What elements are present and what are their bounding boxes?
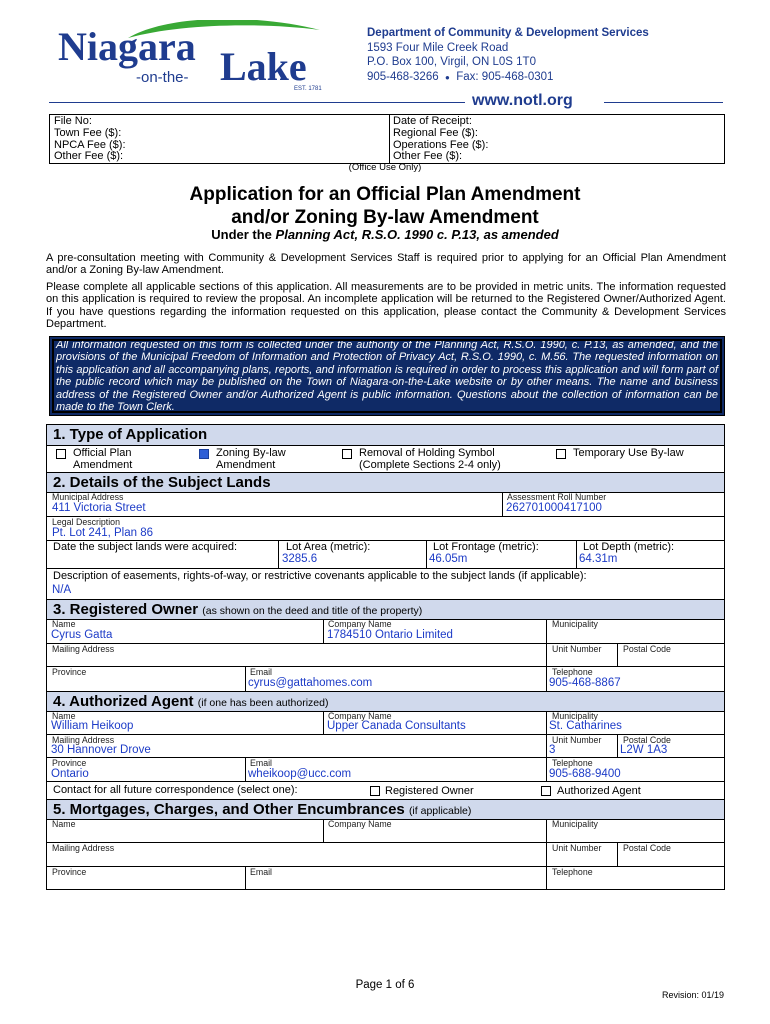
contact-agent-checkbox[interactable] xyxy=(541,786,551,796)
owner-company-label: Company Name xyxy=(328,619,392,629)
divider xyxy=(278,540,279,568)
agent-province-label: Province xyxy=(52,758,87,768)
regional-fee-label: Regional Fee ($): xyxy=(393,126,478,139)
divider xyxy=(426,540,427,568)
divider xyxy=(47,568,724,569)
section-1-header xyxy=(47,425,724,446)
divider xyxy=(617,643,618,666)
removal-holding-option xyxy=(359,447,501,471)
agent-postal-field[interactable]: L2W 1A3 xyxy=(620,744,668,756)
department-phone: 905-468-3266 xyxy=(367,70,439,83)
section-3-header xyxy=(47,599,724,620)
header-rule-left xyxy=(49,102,465,103)
temporary-use-checkbox[interactable] xyxy=(556,449,566,459)
divider xyxy=(576,540,577,568)
other-fee-right-label: Other Fee ($): xyxy=(393,150,463,163)
agent-company-label: Company Name xyxy=(328,711,392,721)
department-address-1: 1593 Four Mile Creek Road xyxy=(367,41,509,54)
removal-holding-label-2: (Complete Sections 2-4 only) xyxy=(359,459,501,471)
mortgage-company-label: Company Name xyxy=(328,819,392,829)
agent-mailing-field[interactable]: 30 Hannover Drove xyxy=(51,744,151,756)
owner-email-field[interactable]: cyrus@gattahomes.com xyxy=(248,677,373,689)
office-use-table xyxy=(49,114,725,164)
divider xyxy=(546,757,547,781)
privacy-notice: All information requested on this form is collected under the authority of the Planning Act, R.S.O. 1990, c. P.13, as amended, and the provisions of the Municipal Freedom of Information and Protection of Privacy Act, R.S.O. 1990, c. M.56. The requested information on this application and all accompanying plans, reports, and information is required in order to process this application and will form part of the public record which may be published on the Town of Niagara-on-the-Lake website or by other means. The name and business address of the Registered Owner and/or Authorized Agent is public information. Questions about the collection of information can be made to the Town Clerk. xyxy=(49,336,725,416)
divider xyxy=(617,734,618,757)
divider xyxy=(546,643,547,666)
section-2-header xyxy=(47,472,724,493)
page-number: Page 1 of 6 xyxy=(355,979,415,991)
title-line-1: Application for an Official Plan Amendment xyxy=(189,184,581,205)
lot-area-label: Lot Area (metric): xyxy=(286,541,371,553)
mortgage-mailing-label: Mailing Address xyxy=(52,843,115,853)
lot-frontage-field[interactable]: 46.05m xyxy=(429,553,468,565)
subtitle-prefix: Under the xyxy=(211,227,276,242)
office-use-caption: (Office Use Only) xyxy=(348,162,422,173)
divider xyxy=(47,866,724,867)
agent-municipality-label: Municipality xyxy=(552,711,598,721)
mortgage-email-label: Email xyxy=(250,867,272,877)
lot-depth-field[interactable]: 64.31m xyxy=(579,553,618,565)
contact-owner-label: Registered Owner xyxy=(385,785,474,797)
owner-mailing-label: Mailing Address xyxy=(52,644,115,654)
department-phone-line xyxy=(367,70,649,86)
owner-company-field[interactable]: 1784510 Ontario Limited xyxy=(327,629,453,641)
logo-est: EST. 1781 xyxy=(294,86,322,92)
contact-agent-label: Authorized Agent xyxy=(557,785,641,797)
agent-name-field[interactable]: William Heikoop xyxy=(51,720,134,732)
temporary-use-label: Temporary Use By-law xyxy=(573,447,684,459)
municipal-address-field[interactable]: 411 Victoria Street xyxy=(52,502,146,514)
department-name: Department of Community & Development Services xyxy=(367,27,649,39)
agent-unit-field[interactable]: 3 xyxy=(549,744,556,756)
section-5-title: 5. Mortgages, Charges, and Other Encumbrances xyxy=(53,801,405,818)
divider xyxy=(323,619,324,643)
owner-phone-label: Telephone xyxy=(552,667,593,677)
department-address-2: P.O. Box 100, Virgil, ON L0S 1T0 xyxy=(367,56,536,68)
section-2-title: 2. Details of the Subject Lands xyxy=(53,474,271,491)
bullet-icon: ● xyxy=(445,72,450,82)
official-plan-label-2: Amendment xyxy=(73,459,133,471)
divider xyxy=(546,666,547,691)
operations-fee-label: Operations Fee ($): xyxy=(393,138,489,151)
easements-field[interactable]: N/A xyxy=(52,584,72,596)
section-4-title: 4. Authorized Agent xyxy=(53,693,194,710)
divider xyxy=(323,711,324,734)
agent-unit-label: Unit Number xyxy=(552,735,602,745)
agent-phone-field[interactable]: 905-688-9400 xyxy=(549,768,621,780)
divider xyxy=(47,781,724,782)
divider xyxy=(323,819,324,842)
divider xyxy=(546,734,547,757)
owner-postal-label: Postal Code xyxy=(623,644,671,654)
department-fax: Fax: 905-468-0301 xyxy=(456,70,554,83)
title-line-2: and/or Zoning By-law Amendment xyxy=(231,207,539,228)
divider xyxy=(617,842,618,866)
town-logo xyxy=(58,20,348,92)
divider xyxy=(245,757,246,781)
official-plan-checkbox[interactable] xyxy=(56,449,66,459)
contact-owner-checkbox[interactable] xyxy=(370,786,380,796)
section-4-header xyxy=(47,691,724,712)
section-1-title: 1. Type of Application xyxy=(53,426,208,443)
mortgage-postal-label: Postal Code xyxy=(623,843,671,853)
removal-holding-label-1: Removal of Holding Symbol xyxy=(359,447,495,459)
owner-name-label: Name xyxy=(52,619,76,629)
date-receipt-label: Date of Receipt: xyxy=(393,115,472,127)
department-block xyxy=(367,26,649,85)
removal-holding-checkbox[interactable] xyxy=(342,449,352,459)
page-subtitle xyxy=(0,227,770,242)
file-no-label: File No: xyxy=(54,115,92,127)
zoning-bylaw-label-2: Amendment xyxy=(216,459,276,471)
logo-word-onthe: -on-the- xyxy=(136,69,189,86)
agent-municipality-field[interactable]: St. Catharines xyxy=(549,720,622,732)
municipal-address-label: Municipal Address xyxy=(52,492,124,502)
owner-email-label: Email xyxy=(250,667,272,677)
easements-label: Description of easements, rights-of-way, or restrictive covenants applicable to the subject lands (if applicable): xyxy=(53,570,587,582)
owner-unit-label: Unit Number xyxy=(552,644,602,654)
page-title xyxy=(0,183,770,229)
office-divider xyxy=(389,115,390,163)
mortgage-unit-label: Unit Number xyxy=(552,843,602,853)
owner-province-label: Province xyxy=(52,667,87,677)
zoning-bylaw-option xyxy=(216,447,286,471)
roll-number-label: Assessment Roll Number xyxy=(507,492,607,502)
agent-email-field[interactable]: wheikoop@ucc.com xyxy=(248,768,352,780)
divider xyxy=(47,666,724,667)
intro-paragraph-2: Please complete all applicable sections of this application. All measurements are to be provided in metric units. The information requested on this application is required to review the proposal. An incomplete application will be returned to the Registered Owner/Authorized Agent. If you have questions regarding the information requested on this application, please contact the Community & Development Services Department. xyxy=(46,281,726,330)
lot-area-field[interactable]: 3285.6 xyxy=(282,553,318,565)
zoning-bylaw-checkbox[interactable] xyxy=(199,449,209,459)
agent-postal-label: Postal Code xyxy=(623,735,671,745)
divider xyxy=(245,666,246,691)
roll-number-field[interactable]: 262701000417100 xyxy=(506,502,602,514)
divider xyxy=(546,819,547,842)
legal-description-field[interactable]: Pt. Lot 241, Plan 86 xyxy=(52,527,154,539)
owner-phone-field[interactable]: 905-468-8867 xyxy=(549,677,621,689)
logo-word-niagara: Niagara xyxy=(58,24,196,69)
section-4-note: (if one has been authorized) xyxy=(197,697,329,709)
divider xyxy=(546,711,547,734)
divider xyxy=(546,619,547,643)
header-rule-right xyxy=(604,102,723,103)
mortgage-phone-label: Telephone xyxy=(552,867,593,877)
agent-phone-label: Telephone xyxy=(552,758,593,768)
website-link[interactable]: www.notl.org xyxy=(472,92,573,109)
section-3-title: 3. Registered Owner xyxy=(53,601,199,618)
contact-select-label: Contact for all future correspondence (select one): xyxy=(53,784,298,796)
agent-province-field[interactable]: Ontario xyxy=(51,768,89,780)
official-plan-label-1: Official Plan xyxy=(73,447,132,459)
revision-label: Revision: 01/19 xyxy=(661,990,724,1000)
divider xyxy=(502,492,503,517)
lot-depth-label: Lot Depth (metric): xyxy=(583,541,675,553)
logo-word-lake: Lake xyxy=(220,44,307,89)
owner-name-field[interactable]: Cyrus Gatta xyxy=(51,629,113,641)
other-fee-left-label: Other Fee ($): xyxy=(54,150,124,163)
section-5-header xyxy=(47,799,724,820)
subtitle-act: Planning Act, R.S.O. 1990 c. P.13, as amended xyxy=(275,227,559,242)
mortgage-name-label: Name xyxy=(52,819,76,829)
zoning-bylaw-label-1: Zoning By-law xyxy=(216,447,286,459)
agent-company-field[interactable]: Upper Canada Consultants xyxy=(327,720,466,732)
intro-paragraph-1: A pre-consultation meeting with Community & Development Services Staff is required prior to applying for an Official Plan Amendment and/or a Zoning By-law Amendment. xyxy=(46,252,726,277)
divider xyxy=(47,516,724,517)
npca-fee-label: NPCA Fee ($): xyxy=(54,138,126,151)
divider xyxy=(47,757,724,758)
application-form xyxy=(46,424,725,890)
agent-email-label: Email xyxy=(250,758,272,768)
lot-frontage-label: Lot Frontage (metric): xyxy=(433,541,539,553)
agent-name-label: Name xyxy=(52,711,76,721)
owner-municipality-label: Municipality xyxy=(552,619,598,629)
section-5-note: (if applicable) xyxy=(408,805,472,817)
divider xyxy=(245,866,246,889)
date-acquired-label: Date the subject lands were acquired: xyxy=(53,541,238,553)
official-plan-option xyxy=(73,447,132,471)
town-fee-label: Town Fee ($): xyxy=(54,126,122,139)
mortgage-municipality-label: Municipality xyxy=(552,819,598,829)
divider xyxy=(546,842,547,866)
divider xyxy=(546,866,547,889)
section-3-note: (as shown on the deed and title of the property) xyxy=(202,605,423,617)
mortgage-province-label: Province xyxy=(52,867,87,877)
legal-description-label: Legal Description xyxy=(52,517,120,527)
agent-mailing-label: Mailing Address xyxy=(52,735,115,745)
